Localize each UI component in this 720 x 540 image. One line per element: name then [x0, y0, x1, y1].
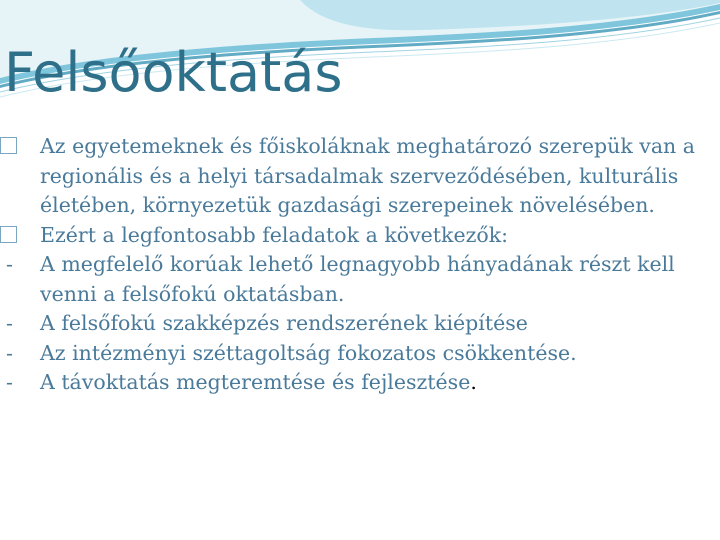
list-item-text: A távoktatás megteremtése és fejlesztése	[40, 370, 471, 394]
list-item-text: A felsőfokú szakképzés rendszerének kiépítése	[40, 311, 528, 335]
list-item-text: Az intézményi széttagoltság fokozatos csökkentése.	[40, 340, 577, 365]
list-item	[0, 309, 715, 339]
list-item-text: Ezért a legfontosabb feladatok a következők:	[40, 222, 509, 247]
bullet-list	[0, 132, 715, 398]
slide-title: Felsőoktatás	[4, 41, 343, 104]
list-item	[0, 250, 715, 309]
list-item	[0, 132, 715, 221]
dash-bullet-icon: -	[6, 311, 13, 335]
list-item	[0, 368, 715, 398]
list-item	[0, 339, 715, 369]
dash-bullet-icon: -	[6, 340, 13, 365]
checkbox-bullet-icon	[0, 132, 32, 163]
trailing-period: .	[470, 370, 477, 394]
list-item-text: Az egyetemeknek és főiskoláknak meghatározó szerepük van a regionális és a helyi társadalmak szerveződésében, kulturális életében, környezetük gazdasági szerepeinek növelésében.	[40, 134, 695, 217]
checkbox-bullet-icon	[0, 221, 32, 252]
dash-bullet-icon: -	[6, 252, 13, 276]
dash-bullet-icon: -	[6, 370, 13, 394]
list-item	[0, 221, 715, 251]
list-item-text: A megfelelő korúak lehető legnagyobb hányadának részt kell venni a felsőfokú oktatásban.	[40, 252, 675, 306]
